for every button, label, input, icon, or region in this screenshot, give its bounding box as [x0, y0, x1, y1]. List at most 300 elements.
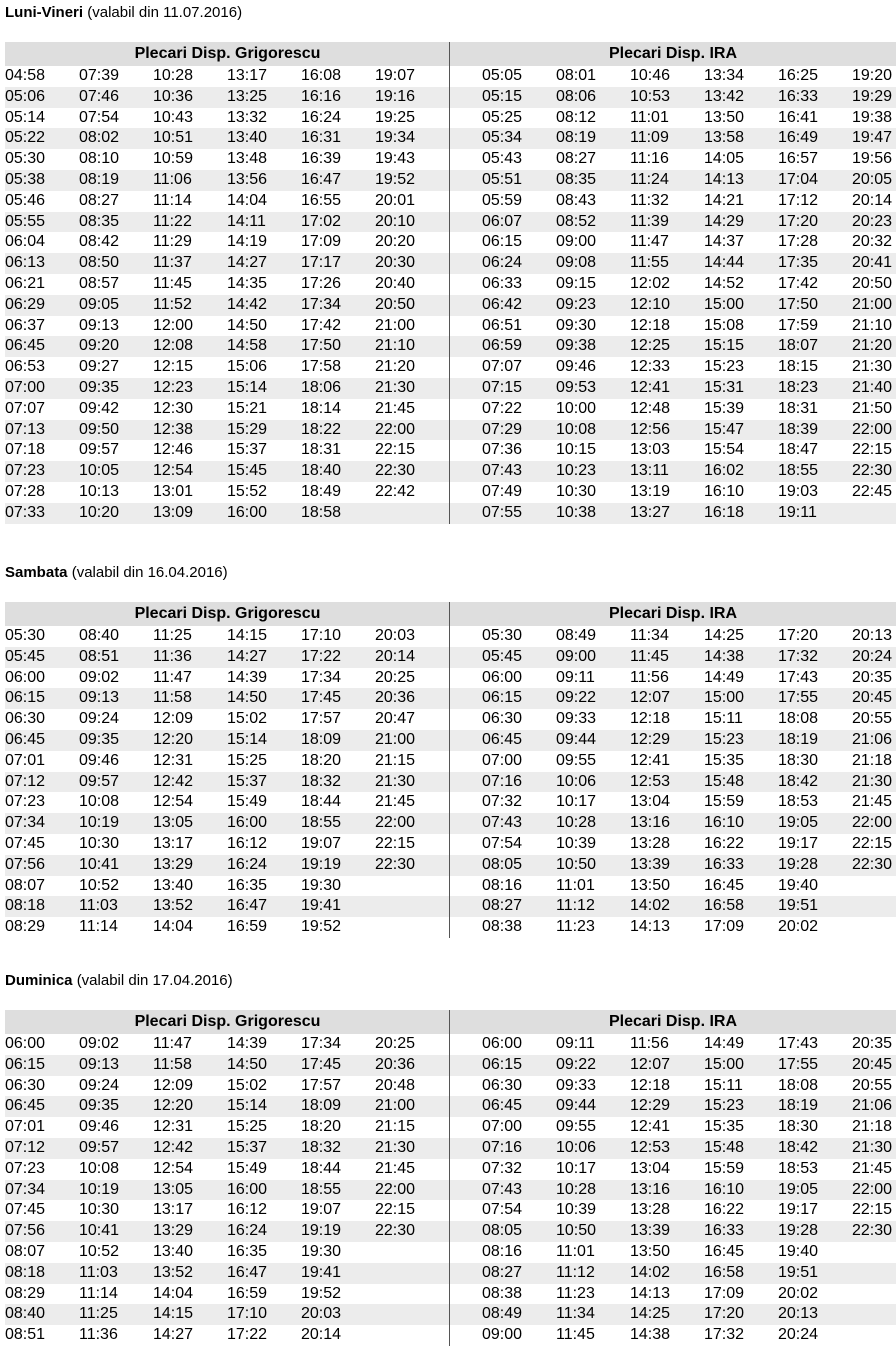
header-grigorescu: Plecari Disp. Grigorescu — [5, 42, 450, 66]
departure-grigorescu: 14:27 — [227, 647, 268, 665]
departure-grigorescu: 17:22 — [301, 647, 342, 665]
departure-grigorescu: 05:45 — [5, 647, 46, 665]
departure-grigorescu: 07:01 — [5, 751, 46, 769]
departure-ira: 16:45 — [704, 1243, 745, 1260]
departure-grigorescu: 09:13 — [79, 1055, 120, 1073]
departure-grigorescu: 19:19 — [301, 855, 342, 873]
departure-ira: 22:30 — [852, 462, 893, 480]
departure-ira: 15:48 — [704, 1139, 745, 1156]
departure-grigorescu: 06:53 — [5, 358, 46, 376]
departure-grigorescu: 11:22 — [153, 212, 192, 230]
departure-ira: 15:00 — [704, 295, 745, 313]
header-grigorescu: Plecari Disp. Grigorescu — [5, 602, 450, 626]
departure-grigorescu: 09:13 — [79, 689, 120, 707]
table-row — [5, 688, 896, 709]
departure-ira: 22:15 — [852, 835, 893, 852]
section-name: Sambata — [5, 564, 68, 581]
departure-ira: 20:55 — [852, 1076, 893, 1094]
table-row — [5, 1242, 896, 1263]
departure-grigorescu: 19:52 — [301, 918, 342, 936]
table-row — [5, 896, 896, 917]
departure-ira: 21:20 — [852, 337, 893, 355]
column-divider — [449, 602, 450, 938]
departure-grigorescu: 20:47 — [375, 710, 416, 728]
departure-grigorescu: 14:27 — [227, 254, 268, 272]
departure-grigorescu: 17:02 — [301, 212, 342, 230]
departure-grigorescu: 19:16 — [375, 87, 416, 105]
departure-ira: 10:06 — [556, 1139, 597, 1156]
departure-grigorescu: 05:30 — [5, 627, 46, 644]
departure-grigorescu: 15:14 — [227, 1097, 268, 1115]
departure-ira: 07:43 — [482, 814, 523, 832]
departure-ira: 08:43 — [556, 191, 597, 209]
departure-ira: 06:30 — [482, 710, 523, 728]
departure-ira: 13:04 — [630, 793, 671, 811]
section-title — [5, 564, 228, 581]
departure-grigorescu: 16:35 — [227, 1243, 268, 1260]
departure-ira: 22:45 — [852, 483, 893, 500]
departure-grigorescu: 05:55 — [5, 212, 46, 230]
departure-ira: 17:09 — [704, 1284, 745, 1302]
departure-ira: 15:39 — [704, 399, 745, 417]
departure-grigorescu: 11:58 — [153, 689, 192, 707]
departure-ira: 11:56 — [630, 1035, 669, 1052]
table-row — [5, 336, 896, 357]
departure-grigorescu: 14:50 — [227, 1055, 268, 1073]
departure-ira: 22:00 — [852, 1180, 893, 1198]
departure-ira: 05:15 — [482, 87, 523, 105]
departure-grigorescu: 21:45 — [375, 399, 416, 417]
departure-ira: 19:47 — [852, 129, 893, 147]
departure-ira: 08:12 — [556, 108, 597, 126]
departure-grigorescu: 21:20 — [375, 358, 416, 376]
departure-grigorescu: 06:30 — [5, 1076, 46, 1094]
departure-grigorescu: 06:29 — [5, 295, 46, 313]
departure-grigorescu: 20:14 — [301, 1326, 342, 1344]
departure-grigorescu: 19:30 — [301, 876, 342, 894]
departure-grigorescu: 09:24 — [79, 1076, 120, 1094]
departure-ira: 13:03 — [630, 441, 671, 459]
departure-grigorescu: 11:58 — [153, 1055, 192, 1073]
departure-ira: 05:51 — [482, 171, 523, 188]
departure-grigorescu: 15:06 — [227, 358, 268, 376]
departure-ira: 14:38 — [630, 1326, 671, 1344]
departure-grigorescu: 21:00 — [375, 1097, 416, 1115]
departure-ira: 15:54 — [704, 441, 745, 459]
departure-ira: 11:01 — [556, 1243, 595, 1260]
departure-ira: 17:35 — [778, 254, 819, 272]
departure-ira: 14:13 — [630, 918, 671, 936]
departure-ira: 16:10 — [704, 1180, 745, 1198]
departure-ira: 13:11 — [630, 462, 669, 480]
departure-grigorescu: 22:30 — [375, 1222, 416, 1240]
departure-grigorescu: 07:23 — [5, 462, 46, 480]
departure-grigorescu: 09:20 — [79, 337, 120, 355]
departure-ira: 14:49 — [704, 668, 745, 686]
departure-ira: 10:30 — [556, 483, 597, 500]
departure-ira: 17:20 — [778, 212, 819, 230]
table-row — [5, 1117, 896, 1138]
departure-grigorescu: 18:20 — [301, 1118, 342, 1136]
table-row — [5, 440, 896, 461]
departure-ira: 16:02 — [704, 462, 745, 480]
departure-ira: 05:30 — [482, 627, 523, 644]
departure-ira: 21:06 — [852, 731, 893, 748]
departure-grigorescu: 05:38 — [5, 171, 46, 188]
departure-ira: 10:17 — [556, 1159, 597, 1177]
departure-ira: 16:57 — [778, 150, 819, 168]
departure-ira: 14:49 — [704, 1035, 745, 1052]
departure-grigorescu: 09:57 — [79, 441, 120, 459]
table-row — [5, 170, 896, 191]
departure-ira: 18:31 — [778, 399, 819, 417]
departure-grigorescu: 18:58 — [301, 503, 342, 521]
departure-grigorescu: 07:23 — [5, 1159, 46, 1177]
departure-ira: 12:10 — [630, 295, 671, 313]
departure-ira: 10:28 — [556, 1180, 597, 1198]
departure-ira: 16:33 — [704, 855, 745, 873]
departure-grigorescu: 20:14 — [375, 647, 416, 665]
departure-grigorescu: 10:52 — [79, 876, 120, 894]
departure-ira: 08:16 — [482, 876, 523, 894]
departure-ira: 19:28 — [778, 1222, 819, 1240]
departure-grigorescu: 22:15 — [375, 1201, 416, 1219]
departure-ira: 11:32 — [630, 191, 669, 209]
departure-ira: 17:42 — [778, 275, 819, 292]
departure-grigorescu: 17:57 — [301, 710, 342, 728]
departure-grigorescu: 05:14 — [5, 108, 46, 126]
departure-ira: 09:46 — [556, 358, 597, 376]
departure-grigorescu: 14:15 — [153, 1305, 194, 1323]
timetable-grid — [5, 602, 896, 939]
departure-ira: 21:50 — [852, 399, 893, 417]
table-row — [5, 855, 896, 876]
departure-grigorescu: 16:39 — [301, 150, 342, 168]
departure-grigorescu: 08:40 — [79, 627, 120, 644]
table-row — [5, 668, 896, 689]
departure-grigorescu: 10:19 — [79, 1180, 120, 1198]
departure-ira: 10:38 — [556, 503, 597, 521]
departure-ira: 20:14 — [852, 191, 893, 209]
table-row — [5, 1263, 896, 1284]
departure-grigorescu: 14:35 — [227, 275, 268, 292]
departure-ira: 19:28 — [778, 855, 819, 873]
departure-grigorescu: 18:14 — [301, 399, 342, 417]
departure-grigorescu: 08:27 — [79, 191, 120, 209]
departure-ira: 05:34 — [482, 129, 523, 147]
departure-grigorescu: 08:18 — [5, 1263, 46, 1281]
departure-grigorescu: 13:29 — [153, 855, 194, 873]
departure-grigorescu: 05:22 — [5, 129, 46, 147]
departure-grigorescu: 10:13 — [79, 483, 120, 500]
departure-ira: 11:45 — [556, 1326, 595, 1344]
departure-grigorescu: 18:09 — [301, 731, 342, 748]
departure-ira: 05:45 — [482, 647, 523, 665]
departure-ira: 12:29 — [630, 731, 671, 748]
departure-grigorescu: 13:01 — [153, 483, 194, 500]
departure-grigorescu: 20:36 — [375, 689, 416, 707]
departure-ira: 19:05 — [778, 814, 819, 832]
departure-ira: 17:20 — [778, 627, 819, 644]
departure-ira: 09:15 — [556, 275, 597, 292]
departure-ira: 17:55 — [778, 689, 819, 707]
departure-grigorescu: 17:45 — [301, 689, 342, 707]
departure-grigorescu: 15:02 — [227, 1076, 268, 1094]
departure-grigorescu: 09:57 — [79, 772, 120, 790]
departure-ira: 18:39 — [778, 420, 819, 438]
departure-ira: 07:49 — [482, 483, 523, 500]
departure-grigorescu: 04:58 — [5, 67, 46, 84]
departure-ira: 06:15 — [482, 689, 523, 707]
table-row — [5, 647, 896, 668]
departure-grigorescu: 06:00 — [5, 1035, 46, 1052]
departure-ira: 08:49 — [482, 1305, 523, 1323]
departure-ira: 11:01 — [630, 108, 669, 126]
table-row — [5, 1076, 896, 1097]
departure-ira: 17:32 — [778, 647, 819, 665]
departure-grigorescu: 07:34 — [5, 814, 46, 832]
departure-grigorescu: 09:24 — [79, 710, 120, 728]
departure-grigorescu: 15:37 — [227, 772, 268, 790]
departure-ira: 22:00 — [852, 420, 893, 438]
departure-grigorescu: 07:34 — [5, 1180, 46, 1198]
departure-grigorescu: 07:28 — [5, 483, 46, 500]
departure-grigorescu: 16:24 — [227, 1222, 268, 1240]
departure-ira: 11:39 — [630, 212, 669, 230]
departure-ira: 14:52 — [704, 275, 745, 292]
departure-ira: 15:23 — [704, 358, 745, 376]
departure-ira: 14:38 — [704, 647, 745, 665]
table-row — [5, 834, 896, 855]
table-row — [5, 709, 896, 730]
departure-ira: 11:01 — [556, 876, 595, 894]
departure-ira: 06:33 — [482, 275, 523, 292]
departure-ira: 08:52 — [556, 212, 597, 230]
departure-ira: 22:30 — [852, 855, 893, 873]
departure-grigorescu: 21:30 — [375, 379, 416, 396]
departure-grigorescu: 08:50 — [79, 254, 120, 272]
departure-ira: 14:25 — [630, 1305, 671, 1323]
departure-grigorescu: 13:17 — [153, 1201, 194, 1219]
departure-grigorescu: 08:57 — [79, 275, 120, 292]
departure-ira: 13:27 — [630, 503, 671, 521]
departure-grigorescu: 15:02 — [227, 710, 268, 728]
departure-grigorescu: 16:00 — [227, 1180, 268, 1198]
header-ira: Plecari Disp. IRA — [450, 1010, 896, 1034]
departure-grigorescu: 07:33 — [5, 503, 46, 521]
departure-grigorescu: 20:40 — [375, 275, 416, 292]
table-row — [5, 876, 896, 897]
departure-ira: 13:42 — [704, 87, 745, 105]
departure-grigorescu: 20:25 — [375, 668, 416, 686]
departure-ira: 19:20 — [852, 67, 893, 84]
departure-grigorescu: 06:45 — [5, 1097, 46, 1115]
departure-ira: 22:15 — [852, 1201, 893, 1219]
departure-grigorescu: 09:02 — [79, 1035, 120, 1052]
table-row — [5, 253, 896, 274]
departure-ira: 17:43 — [778, 1035, 819, 1052]
departure-grigorescu: 14:15 — [227, 627, 268, 644]
departure-grigorescu: 05:30 — [5, 150, 46, 168]
departure-grigorescu: 09:42 — [79, 399, 120, 417]
departure-ira: 18:08 — [778, 710, 819, 728]
departure-ira: 19:05 — [778, 1180, 819, 1198]
departure-ira: 19:17 — [778, 835, 819, 852]
departure-ira: 13:39 — [630, 855, 671, 873]
departure-grigorescu: 06:45 — [5, 337, 46, 355]
departure-grigorescu: 19:41 — [301, 897, 342, 915]
departure-grigorescu: 17:26 — [301, 275, 342, 292]
departure-grigorescu: 18:40 — [301, 462, 342, 480]
departure-ira: 15:35 — [704, 1118, 745, 1136]
departure-ira: 08:27 — [556, 150, 597, 168]
departure-ira: 15:11 — [704, 710, 743, 728]
departure-grigorescu: 15:37 — [227, 441, 268, 459]
departure-ira: 10:50 — [556, 855, 597, 873]
departure-ira: 09:30 — [556, 316, 597, 334]
departure-grigorescu: 07:12 — [5, 1139, 46, 1156]
departure-grigorescu: 10:41 — [79, 855, 120, 873]
departure-grigorescu: 09:46 — [79, 751, 120, 769]
table-row — [5, 1034, 896, 1055]
departure-ira: 08:38 — [482, 918, 523, 936]
departure-grigorescu: 15:49 — [227, 1159, 268, 1177]
departure-grigorescu: 16:59 — [227, 918, 268, 936]
departure-grigorescu: 06:37 — [5, 316, 46, 334]
departure-grigorescu: 18:20 — [301, 751, 342, 769]
departure-grigorescu: 07:39 — [79, 67, 120, 84]
departure-ira: 15:23 — [704, 1097, 745, 1115]
departure-grigorescu: 12:31 — [153, 751, 194, 769]
departure-grigorescu: 16:47 — [301, 171, 342, 188]
departure-ira: 20:41 — [852, 254, 893, 272]
column-divider — [449, 1010, 450, 1346]
departure-grigorescu: 12:42 — [153, 1139, 194, 1156]
departure-grigorescu: 20:25 — [375, 1035, 416, 1052]
departure-grigorescu: 11:14 — [153, 191, 192, 209]
departure-ira: 15:59 — [704, 793, 745, 811]
departure-ira: 20:55 — [852, 710, 893, 728]
departure-ira: 15:00 — [704, 689, 745, 707]
table-row — [5, 108, 896, 129]
table-row — [5, 503, 896, 524]
departure-ira: 07:29 — [482, 420, 523, 438]
departure-ira: 16:41 — [778, 108, 819, 126]
departure-ira: 20:50 — [852, 275, 893, 292]
departure-ira: 14:02 — [630, 897, 671, 915]
departure-grigorescu: 12:00 — [153, 316, 194, 334]
departure-ira: 10:08 — [556, 420, 597, 438]
departure-ira: 18:19 — [778, 1097, 819, 1115]
departure-ira: 11:23 — [556, 918, 595, 936]
departure-ira: 12:07 — [630, 1055, 671, 1073]
departure-ira: 15:23 — [704, 731, 745, 748]
departure-ira: 06:24 — [482, 254, 523, 272]
departure-ira: 12:07 — [630, 689, 671, 707]
departure-ira: 16:49 — [778, 129, 819, 147]
departure-grigorescu: 18:31 — [301, 441, 342, 459]
table-row — [5, 316, 896, 337]
departure-grigorescu: 06:00 — [5, 668, 46, 686]
departure-grigorescu: 15:45 — [227, 462, 268, 480]
departure-ira: 07:22 — [482, 399, 523, 417]
departure-grigorescu: 21:00 — [375, 316, 416, 334]
departure-ira: 17:59 — [778, 316, 819, 334]
departure-ira: 10:06 — [556, 772, 597, 790]
table-row — [5, 751, 896, 772]
departure-grigorescu: 12:09 — [153, 1076, 194, 1094]
departure-ira: 07:16 — [482, 772, 523, 790]
departure-ira: 17:55 — [778, 1055, 819, 1073]
departure-ira: 12:48 — [630, 399, 671, 417]
departure-grigorescu: 10:52 — [79, 1243, 120, 1260]
section-validity: (valabil din 17.04.2016) — [76, 972, 233, 989]
departure-ira: 20:24 — [778, 1326, 819, 1344]
departure-ira: 10:46 — [630, 67, 671, 84]
timetable-grid — [5, 42, 896, 525]
departure-grigorescu: 08:07 — [5, 876, 46, 894]
departure-ira: 13:04 — [630, 1159, 671, 1177]
departure-grigorescu: 14:58 — [227, 337, 268, 355]
departure-grigorescu: 20:10 — [375, 212, 416, 230]
departure-ira: 09:22 — [556, 1055, 597, 1073]
departure-grigorescu: 18:06 — [301, 379, 342, 396]
departure-grigorescu: 14:11 — [227, 212, 266, 230]
departure-ira: 08:05 — [482, 855, 523, 873]
departure-ira: 10:50 — [556, 1222, 597, 1240]
departure-grigorescu: 22:00 — [375, 420, 416, 438]
departure-ira: 22:15 — [852, 441, 893, 459]
departure-grigorescu: 07:54 — [79, 108, 120, 126]
departure-grigorescu: 07:56 — [5, 855, 46, 873]
departure-ira: 12:18 — [630, 316, 671, 334]
departure-grigorescu: 15:14 — [227, 731, 268, 748]
table-row — [5, 399, 896, 420]
departure-grigorescu: 10:28 — [153, 67, 194, 84]
departure-grigorescu: 22:42 — [375, 483, 416, 500]
departure-ira: 13:50 — [630, 1243, 671, 1260]
departure-ira: 09:44 — [556, 731, 597, 748]
table-row — [5, 1138, 896, 1159]
departure-grigorescu: 18:44 — [301, 793, 342, 811]
table-row — [5, 1221, 896, 1242]
departure-ira: 14:25 — [704, 627, 745, 644]
departure-ira: 06:45 — [482, 1097, 523, 1115]
section-name: Luni-Vineri — [5, 4, 84, 21]
column-divider — [449, 42, 450, 524]
departure-grigorescu: 09:50 — [79, 420, 120, 438]
table-row — [5, 792, 896, 813]
departure-grigorescu: 19:34 — [375, 129, 416, 147]
departure-grigorescu: 12:08 — [153, 337, 194, 355]
departure-grigorescu: 09:35 — [79, 1097, 120, 1115]
departure-ira: 21:45 — [852, 1159, 893, 1177]
departure-ira: 09:00 — [482, 1326, 523, 1344]
departure-grigorescu: 15:25 — [227, 1118, 268, 1136]
departure-grigorescu: 22:15 — [375, 441, 416, 459]
departure-grigorescu: 21:15 — [375, 1118, 416, 1136]
departure-grigorescu: 06:15 — [5, 689, 46, 707]
departure-ira: 16:22 — [704, 1201, 745, 1219]
departure-grigorescu: 07:07 — [5, 399, 46, 417]
departure-grigorescu: 11:25 — [79, 1305, 118, 1323]
departure-ira: 16:22 — [704, 835, 745, 852]
departure-ira: 11:34 — [630, 627, 669, 644]
departure-ira: 12:02 — [630, 275, 671, 292]
departure-grigorescu: 16:47 — [227, 897, 268, 915]
departure-ira: 21:30 — [852, 772, 893, 790]
departure-grigorescu: 09:35 — [79, 731, 120, 748]
